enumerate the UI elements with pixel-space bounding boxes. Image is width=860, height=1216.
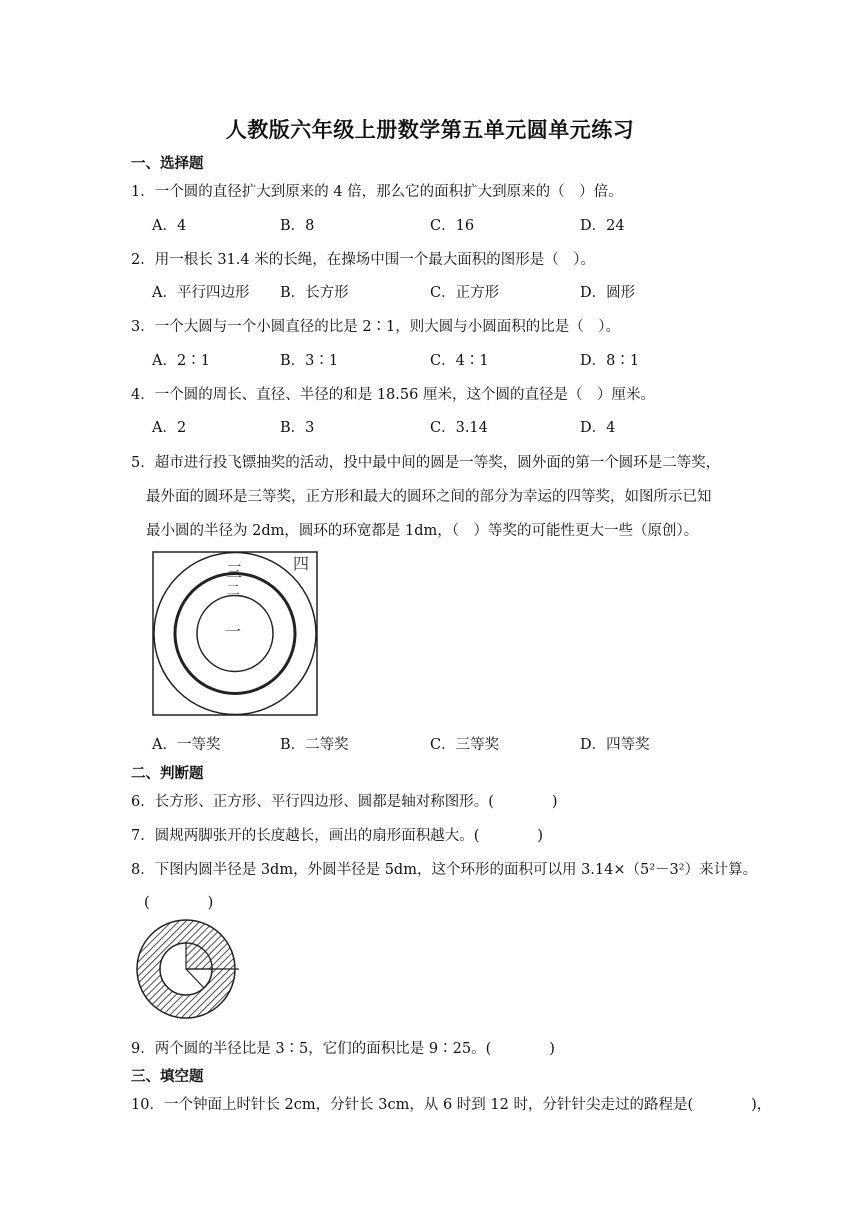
figure-label-2: 二 xyxy=(226,583,240,599)
q4-option-b: B．3 xyxy=(280,420,315,436)
q3-option-d: D．8∶1 xyxy=(580,353,640,369)
dartboard-figure xyxy=(152,551,318,716)
question-5-line-3: 最小圆的半径为 2dm，圆环的环宽都是 1dm，（ ）等奖的可能性更大一些（原创）。 xyxy=(146,523,699,539)
question-5-line-2: 最外面的圆环是三等奖，正方形和最大的圆环之间的部分为幸运的四等奖，如图所示已知 xyxy=(146,489,712,505)
figure-label-4: 四 xyxy=(293,554,310,573)
question-8-line-1: 8．下图内圆半径是 3dm，外圆半径是 5dm，这个环形的面积可以用 3.14×（5²－3²）来计算。 xyxy=(131,862,758,878)
question-5-line-1: 5．超市进行投飞镖抽奖的活动，投中最中间的圆是一等奖，圆外面的第一个圆环是二等奖， xyxy=(131,455,721,471)
question-7: 7．圆规两脚张开的长度越长，画出的扇形面积越大。( ) xyxy=(131,828,544,844)
question-10: 10．一个钟面上时针长 2cm，分针长 3cm，从 6 时到 12 时，分针针尖走过的路程是( )， xyxy=(131,1097,772,1113)
q2-option-b: B．长方形 xyxy=(280,285,349,301)
q5-option-c: C．三等奖 xyxy=(430,737,500,753)
q1-option-b: B．8 xyxy=(280,218,315,234)
q3-option-c: C．4∶1 xyxy=(430,353,489,369)
figure-label-1: 一 xyxy=(225,622,242,641)
question-4: 4．一个圆的周长、直径、半径的和是 18.56 厘米，这个圆的直径是（ ）厘米。 xyxy=(131,387,655,403)
section-heading-judgment: 二、判断题 xyxy=(131,765,204,782)
q5-option-b: B．二等奖 xyxy=(280,737,349,753)
q2-option-a: A．平行四边形 xyxy=(152,285,250,301)
page-title: 人教版六年级上册数学第五单元圆单元练习 xyxy=(225,117,635,142)
q4-option-c: C．3.14 xyxy=(430,420,488,436)
question-2: 2．用一根长 31.4 米的长绳，在操场中围一个最大面积的图形是（ ）。 xyxy=(131,252,595,268)
figure-label-3: 三 xyxy=(226,562,243,581)
q1-option-c: C．16 xyxy=(430,218,475,234)
q2-option-d: D．圆形 xyxy=(580,285,636,301)
question-8-line-2: ( ) xyxy=(144,895,214,911)
question-6: 6．长方形、正方形、平行四边形、圆都是轴对称图形。( ) xyxy=(131,794,558,810)
question-1: 1．一个圆的直径扩大到原来的 4 倍，那么它的面积扩大到原来的（ ）倍。 xyxy=(131,184,623,200)
question-3: 3．一个大圆与一个小圆直径的比是 2∶1，则大圆与小圆面积的比是（ ）。 xyxy=(131,319,621,335)
q4-option-d: D．4 xyxy=(580,420,616,436)
q5-option-a: A．一等奖 xyxy=(152,737,221,753)
q5-option-d: D．四等奖 xyxy=(580,737,650,753)
q3-option-b: B．3∶1 xyxy=(280,353,339,369)
q1-option-d: D．24 xyxy=(580,218,625,234)
question-9: 9．两个圆的半径比是 3∶5，它们的面积比是 9∶25。( ) xyxy=(131,1041,555,1057)
q2-option-c: C．正方形 xyxy=(430,285,500,301)
q3-option-a: A．2∶1 xyxy=(152,353,210,369)
q4-option-a: A．2 xyxy=(152,420,187,436)
section-heading-choice: 一、选择题 xyxy=(131,155,204,172)
annulus-figure xyxy=(132,918,242,1018)
q1-option-a: A．4 xyxy=(152,218,187,234)
section-heading-fill-in: 三、填空题 xyxy=(131,1068,204,1085)
